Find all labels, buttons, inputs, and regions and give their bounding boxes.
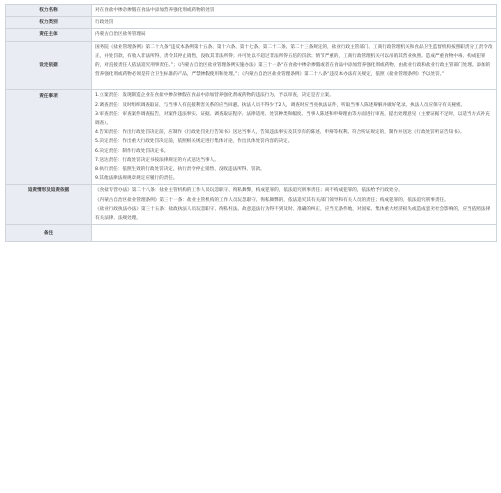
row-type-label: 权力类别 (6, 17, 92, 29)
power-info-table (5, 4, 497, 242)
row-duties-value (92, 90, 497, 185)
duty-item-6: 6.决定责任：制作行政处罚决定书。 (95, 148, 169, 154)
accountability-item-1: 《食盐专营办法》第二十八条：盐业主管机构的工作人员玩忽职守、徇私舞弊，构成犯罪的，依法追究刑事责任；尚不构成犯罪的，依法给予行政处分。 (95, 188, 403, 194)
row-type (6, 17, 497, 29)
duty-item-5: 5.决定责任：作出重大行政处罚决定前，依照相关规定进行集体讨论，作出具体处罚内容的决定。 (95, 139, 293, 145)
basis-text: 国务院《盐业管理条例》第二十九条“违反本条例第十五条、第十六条、第十七条、第二十二条、第二十三条规定的，盐业行政主管部门、工商行政管理机关和食品卫生监督机构按照职责分工责令改正，并处罚款，有收入非法所得，责令其停止销售，没收其非法所得；并可处以不超过非法所得五倍的罚款；情节严重的，工商行政管理机关可以吊销其营业执照。造成严重食物中毒、构成犯罪的，对直接责任人依法追究刑事责任。”；《内蒙古自治区盐业管理条例实施办法》第三十一条“在食盐中掺杂掺假或者在食品中添加营养强化剂或药物，由盐业行政和盐业行政主管部门处理。添加的营养强化剂或药物必须是符合卫生标准的产品，严禁掺假使用和处理。”；《内蒙古自治区盐业管理条例》第二十八条“违反本办法有关规定，依照《盐业管理条例》予以处罚。” (95, 44, 493, 78)
row-accountability-label: 追责情形及追责依据 (6, 185, 92, 225)
row-remarks-value (92, 225, 497, 242)
row-remarks-label: 备注 (6, 225, 92, 242)
row-subject-value: 内蒙古自治区盐务管理局 (92, 29, 497, 41)
row-accountability (6, 185, 497, 225)
duty-item-9: 9.其他法律法规规章规定应履行的责任。 (95, 176, 178, 182)
duty-item-7: 7.送达责任：行政处罚决定书按法律规定的方式送达当事人。 (95, 157, 219, 163)
row-subject (6, 29, 497, 41)
duty-item-8: 8.执行责任：依照生效的行政处罚决定，执行责令停止销售、没收违法所得、罚款。 (95, 167, 265, 173)
row-basis-label: 设定依据 (6, 41, 92, 90)
duty-item-3: 3.审查责任：审查案件调查报告，对案件违法事实、证据、调查取证程序、法律适用、处罚种类和幅度、当事人陈述和申辩理由等方面进行审查，提出处理意见（主要证据不足时，以适当方式补充调查）。 (95, 111, 490, 127)
row-name-label: 权力名称 (6, 5, 92, 17)
duty-item-1: 1.立案责任：发现制造企业在食盐中掺杂掺假在食品中添加营养强化剂或药物的违法行为，予以审查，决定是否立案。 (95, 93, 334, 99)
row-name (6, 5, 497, 17)
row-subject-label: 责任主体 (6, 29, 92, 41)
row-remarks (6, 225, 497, 242)
duty-item-4: 4.告知责任：作出行政处罚决定前，应制作《行政处罚先行告知书》送达当事人，告知违法事实及其享有的陈述、申辩等权利。符合听证规定的，制作并送达《行政处罚听证告知书》。 (95, 130, 465, 136)
row-duties (6, 90, 497, 185)
row-accountability-value (92, 185, 497, 225)
row-basis-value (92, 41, 497, 90)
row-name-value: 对在食盐中掺杂掺假在食品中添加营养强化剂或药物的处罚 (92, 5, 497, 17)
row-basis (6, 41, 497, 90)
accountability-item-2: 《内蒙古自治区盐业管理条例》第三十一条：盐业主管机构的工作人员玩忽职守、徇私舞弊的，依法追究其有关部门领导和有关人员的责任；构成犯罪的，依法追究刑事责任。 (95, 197, 449, 203)
accountability-item-3: 《盐业行政执法办法》第三十五条：盐政执法人员玩忽职守、徇私枉法、故意违法行为得不到及时、准确的纠正，应当无条件地，对国家、集体重大经济损失或造成恶劣社会影响的，应当依照法律有关法律、法规处理。 (95, 206, 491, 222)
row-type-value: 行政处罚 (92, 17, 497, 29)
row-duties-label: 责任事项 (6, 90, 92, 185)
duty-item-2: 2.调查责任：及时组织调查取证，与当事人有直接利害关系的应当回避。执法人员不得少于2人，调查时应当亮执法证件，听取当事人陈述辩解并做好笔录。执法人员应保守有关秘密。 (95, 102, 466, 108)
